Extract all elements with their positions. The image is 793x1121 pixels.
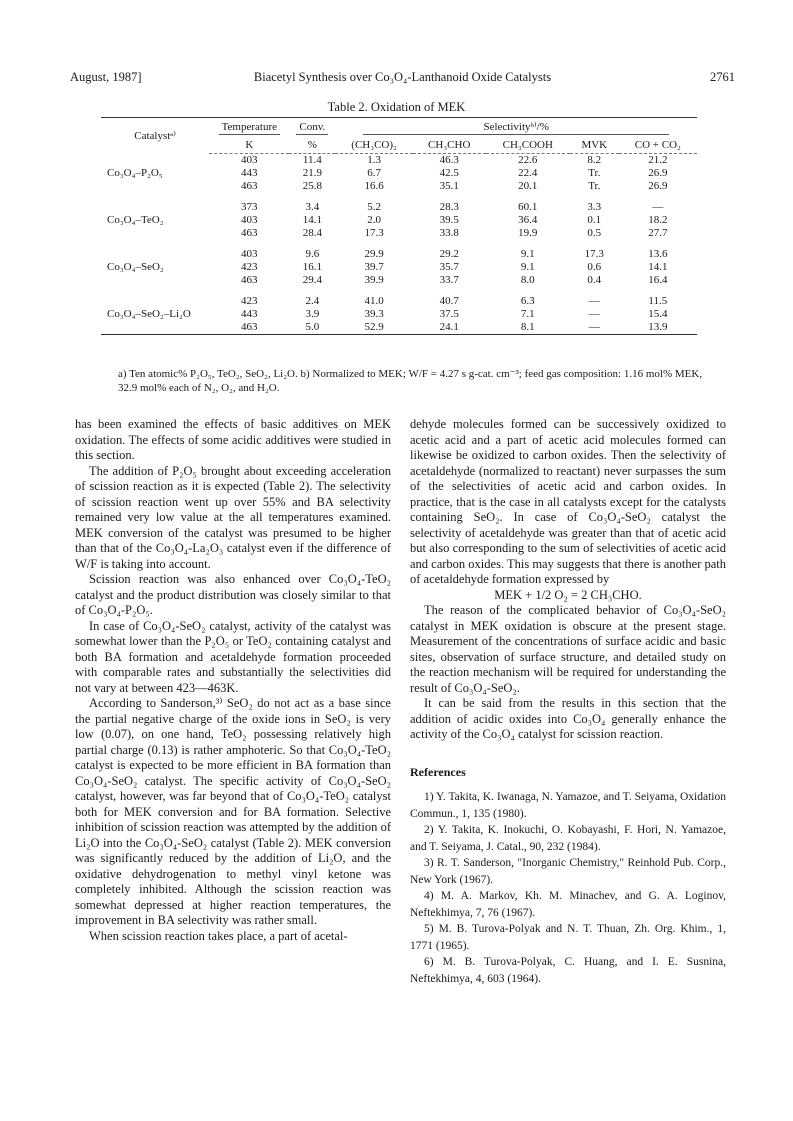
selectivity-cell: 5.2 — [367, 201, 381, 213]
table-row — [101, 248, 697, 261]
selectivity-cell: — — [652, 201, 664, 213]
paragraph: It can be said from the results in this section that the addition of acidic oxides into Co₃O₄ generally enhance the activity of the Co₃O₄ catalyst for scission reaction. — [410, 696, 726, 741]
conversion-cell: 25.8 — [302, 180, 322, 192]
sel-col-carbon-oxides: CO + CO₂ — [619, 137, 697, 154]
selectivity-cell: 14.1 — [648, 261, 668, 273]
sel-col-mvk: MVK — [570, 137, 619, 154]
conversion-cell: 3.9 — [305, 308, 320, 320]
selectivity-cell: 26.9 — [648, 167, 668, 179]
catalyst-cell — [101, 180, 209, 193]
selectivity-cell: — — [588, 295, 600, 307]
catalyst-cell — [101, 248, 209, 261]
table-row — [101, 180, 697, 193]
sel-col-acetaldehyde: CH₃CHO — [413, 137, 486, 154]
selectivity-cell: Tr. — [588, 167, 601, 179]
selectivity-cell: Tr. — [588, 180, 601, 192]
reference-item: 4) M. A. Markov, Kh. M. Minachev, and G. A. Loginov, Neftekhimya, 7, 76 (1967). — [410, 890, 726, 919]
table-row — [101, 154, 697, 168]
conversion-cell: 28.4 — [302, 227, 322, 239]
equation: MEK + 1/2 O₂ = 2 CH₃CHO. — [494, 587, 642, 602]
paragraph: Scission reaction was also enhanced over Co₃O₄-TeO₂ catalyst and the product distribution was closely similar to that of Co₃O₄-P₂O₅. — [75, 572, 391, 617]
temperature-cell: 403 — [241, 154, 258, 166]
temperature-cell: 443 — [241, 308, 258, 320]
selectivity-cell: 60.1 — [518, 201, 538, 213]
catalyst-cell — [101, 227, 209, 240]
selectivity-cell: 13.9 — [619, 321, 697, 335]
selectivity-cell: 39.3 — [364, 308, 384, 320]
selectivity-cell: 16.6 — [364, 180, 384, 192]
selectivity-cell: 37.5 — [439, 308, 459, 320]
selectivity-cell: 40.7 — [439, 295, 459, 307]
selectivity-cell: 39.9 — [364, 274, 384, 286]
conv-unit: % — [289, 137, 335, 154]
conversion-cell: 16.1 — [302, 261, 322, 273]
selectivity-cell: — — [570, 321, 619, 335]
conv-header: Conv. — [296, 121, 328, 135]
temperature-cell: 423 — [241, 295, 258, 307]
selectivity-cell: 8.0 — [520, 274, 535, 286]
selectivity-cell: 29.2 — [439, 248, 459, 260]
selectivity-cell: 7.1 — [520, 308, 535, 320]
catalyst-cell — [101, 201, 209, 214]
conversion-cell: 2.4 — [305, 295, 320, 307]
conversion-cell: 21.9 — [302, 167, 322, 179]
temperature-cell: 463 — [241, 227, 258, 239]
temperature-cell: 463 — [241, 180, 258, 192]
selectivity-cell: 33.8 — [439, 227, 459, 239]
selectivity-cell: 15.4 — [648, 308, 668, 320]
conversion-cell: 5.0 — [289, 321, 335, 335]
running-header — [70, 70, 735, 88]
selectivity-cell: 13.6 — [648, 248, 668, 260]
catalyst-cell: Co₃O₄–TeO₂ — [107, 214, 164, 226]
selectivity-cell: 22.6 — [518, 154, 538, 166]
selectivity-cell: 0.1 — [587, 214, 602, 226]
table-row — [101, 274, 697, 287]
paragraph: has been examined the effects of basic additives on MEK oxidation. The effects of some acidic additives were studied in this section. — [75, 417, 391, 462]
selectivity-cell: 16.4 — [648, 274, 668, 286]
selectivity-header: Selectivityᵇ⁾/% — [363, 120, 668, 135]
selectivity-cell: 11.5 — [648, 295, 668, 307]
selectivity-cell: 35.1 — [439, 180, 459, 192]
temperature-unit: K — [209, 137, 289, 154]
temperature-cell: 403 — [241, 214, 258, 226]
selectivity-cell: 6.3 — [520, 295, 535, 307]
temperature-cell: 443 — [241, 167, 258, 179]
paragraph: dehyde molecules formed can be successively oxidized to acetic acid and a part of acetic acid molecules formed can likewise be oxidized to carbon oxides. Then the selectivity of acetaldehyde (normalized to reactant) never surpasses the sum of the selectivities of acetic acid and carbon oxides. In practice, that is the case in all catalysts except for the catalysts containing SeO₂. In case of Co₃O₄-SeO₂ catalyst the selectivity of acetaldehyde was greater than that of acetic acid but also corresponding to the sum of selectivities of acetic acid and carbon oxides. This may suggests that there is another path of acetaldehyde formation expressed by — [410, 417, 727, 586]
reference-item: 3) R. T. Sanderson, "Inorganic Chemistry," Reinhold Pub. Corp., New York (1967). — [410, 857, 726, 886]
selectivity-cell: 8.1 — [486, 321, 570, 335]
selectivity-cell: 33.7 — [439, 274, 459, 286]
left-column — [75, 417, 391, 944]
table-row — [101, 321, 697, 335]
table-row — [101, 227, 697, 240]
temperature-cell: 403 — [241, 248, 258, 260]
selectivity-cell: 8.2 — [587, 154, 602, 166]
selectivity-cell: 18.2 — [648, 214, 668, 226]
catalyst-cell: Co₃O₄–SeO₂–Li₂O — [107, 308, 191, 320]
table-row — [101, 201, 697, 214]
reference-item: 5) M. B. Turova-Polyak and N. T. Thuan, Zh. Org. Khim., 1, 1771 (1965). — [410, 923, 726, 952]
oxidation-table — [101, 117, 697, 335]
table-row — [101, 308, 697, 321]
conversion-cell: 29.4 — [302, 274, 322, 286]
selectivity-cell: 26.9 — [648, 180, 668, 192]
catalyst-cell — [101, 274, 209, 287]
selectivity-cell: 24.1 — [413, 321, 486, 335]
selectivity-cell: 19.9 — [518, 227, 538, 239]
selectivity-cell: 20.1 — [518, 180, 538, 192]
selectivity-cell: 6.7 — [367, 167, 381, 179]
right-column — [410, 417, 726, 987]
header-title: Biacetyl Synthesis over Co₃O₄-Lanthanoid Oxide Catalysts — [253, 70, 552, 84]
page-number: 2761 — [710, 70, 735, 84]
catalyst-cell: Co₃O₄–P₂O₅ — [107, 167, 163, 179]
references-list — [410, 789, 726, 987]
selectivity-cell: 2.0 — [367, 214, 381, 226]
selectivity-cell: 0.6 — [587, 261, 602, 273]
reference-item: 1) Y. Takita, K. Iwanaga, N. Yamazoe, and T. Seiyama, Oxidation Commun., 1, 135 (1980). — [410, 791, 726, 820]
selectivity-cell: 28.3 — [439, 201, 459, 213]
conversion-cell: 11.4 — [302, 154, 322, 166]
temperature-header: Temperature — [219, 121, 280, 135]
table-title: Table 2. Oxidation of MEK — [327, 100, 466, 114]
selectivity-cell: 36.4 — [518, 214, 538, 226]
table-body — [101, 154, 697, 335]
conversion-cell: 9.6 — [305, 248, 320, 260]
temperature-cell: 463 — [241, 274, 258, 286]
reference-item: 2) Y. Takita, K. Inokuchi, O. Kobayashi, F. Hori, N. Yamazoe, and T. Seiyama, J. Catal., 90, 232 (1984). — [410, 824, 726, 853]
paragraph: The reason of the complicated behavior of Co₃O₄-SeO₂ catalyst in MEK oxidation is obscure at the present stage. Measurement of the concentrations of surface acidic and basic sites, observation of surface structure, and detailed study on the reaction mechanism will be required for understanding the result of Co₃O₄-SeO₂. — [410, 603, 726, 695]
selectivity-cell: 39.7 — [364, 261, 384, 273]
conversion-cell: 14.1 — [302, 214, 322, 226]
selectivity-cell: 21.2 — [648, 154, 668, 166]
table-row — [101, 167, 697, 180]
selectivity-cell: 39.5 — [439, 214, 459, 226]
selectivity-cell: 22.4 — [518, 167, 538, 179]
selectivity-cell: 42.5 — [439, 167, 459, 179]
selectivity-cell: — — [588, 308, 600, 320]
selectivity-cell: 0.5 — [587, 227, 602, 239]
temperature-cell: 423 — [241, 261, 258, 273]
selectivity-cell: 41.0 — [364, 295, 384, 307]
paragraph: In case of Co₃O₄-SeO₂ catalyst, activity of the catalyst was somewhat lower than the P₂O₅ or TeO₂ containing catalyst and both BA formation and acetaldehyde formation proceeded with comparable rates and substantially the selectivities did not vary at between 423—463K. — [75, 618, 391, 695]
selectivity-cell: 9.1 — [520, 261, 535, 273]
catalyst-cell — [101, 154, 209, 168]
selectivity-cell: 0.4 — [587, 274, 602, 286]
catalyst-cell: Co₃O₄–SeO₂ — [107, 261, 164, 273]
header-date: August, 1987] — [70, 70, 142, 84]
table-footnote: a) Ten atomic% P₂O₅, TeO₂, SeO₂, Li₂O. b) Normalized to MEK; W/F = 4.27 s g-cat. cm⁻³; feed gas composition: 1.16 mol% MEK, 32.9 mol% each of N₂, O₂, and H₂O. — [118, 368, 703, 394]
sel-col-biacetyl: (CH₃CO)₂ — [335, 137, 412, 154]
temperature-cell: 373 — [241, 201, 258, 213]
catalyst-header: Catalystᵃ⁾ — [101, 118, 209, 154]
paragraph: According to Sanderson,³⁾ SeO₂ do not act as a base since the partial negative charge of the oxide ions in SeO₂ is very low (0.07), on one hand, TeO₂ possessing relatively high partial charge (0.13) is rather amphoteric. So that Co₃O₄-TeO₂ catalyst is expected to be more efficient in BA formation than Co₃O₄-SeO₂ catalyst. The specific activity of Co₃O₄-SeO₂ catalyst, however, was far beyond that of Co₃O₄-TeO₂ catalyst both for MEK conversion and for BA formation. Selective inhibition of scission reaction was attempted by the addition of Li₂O into the Co₃O₄-SeO₂ catalyst (Table 2). MEK conversion was significantly reduced by the addition of Li₂O, and the oxidative dehydrogenation to methyl vinyl ketone was completely inhibited. Although the scission reaction was somewhat depressed at higher reaction temperatures, the improvement in BA selectivity was rather small. — [75, 696, 391, 927]
table-row — [101, 214, 697, 227]
selectivity-cell: 27.7 — [648, 227, 668, 239]
temperature-cell: 463 — [209, 321, 289, 335]
selectivity-cell: 3.3 — [587, 201, 602, 213]
references-heading: References — [410, 764, 466, 779]
selectivity-cell: 52.9 — [335, 321, 412, 335]
reference-item: 6) M. B. Turova-Polyak, C. Huang, and I. E. Susnina, Neftekhimya, 4, 603 (1964). — [410, 956, 726, 985]
table-row — [101, 295, 697, 308]
selectivity-cell: 17.3 — [364, 227, 384, 239]
selectivity-cell: 46.3 — [439, 154, 459, 166]
selectivity-cell: 9.1 — [520, 248, 535, 260]
selectivity-cell: 17.3 — [584, 248, 604, 260]
catalyst-cell — [101, 321, 209, 335]
paragraph: When scission reaction takes place, a part of acetal- — [89, 928, 348, 943]
selectivity-cell: 29.9 — [364, 248, 384, 260]
selectivity-cell: 1.3 — [367, 154, 381, 166]
paragraph: The addition of P₂O₅ brought about exceeding acceleration of scission reaction as it is expected (Table 2). The selectivity of scission reaction went up over 55% and BA selectivity remained very low value at the all temperatures examined. MEK conversion of the catalyst was presumed to be higher than that of the Co₃O₄-La₂O₃ catalyst even if the difference of W/F is taking into account. — [75, 463, 391, 571]
table-row — [101, 261, 697, 274]
sel-col-acetic-acid: CH₃COOH — [486, 137, 570, 154]
selectivity-cell: 35.7 — [439, 261, 459, 273]
catalyst-cell — [101, 295, 209, 308]
conversion-cell: 3.4 — [305, 201, 320, 213]
